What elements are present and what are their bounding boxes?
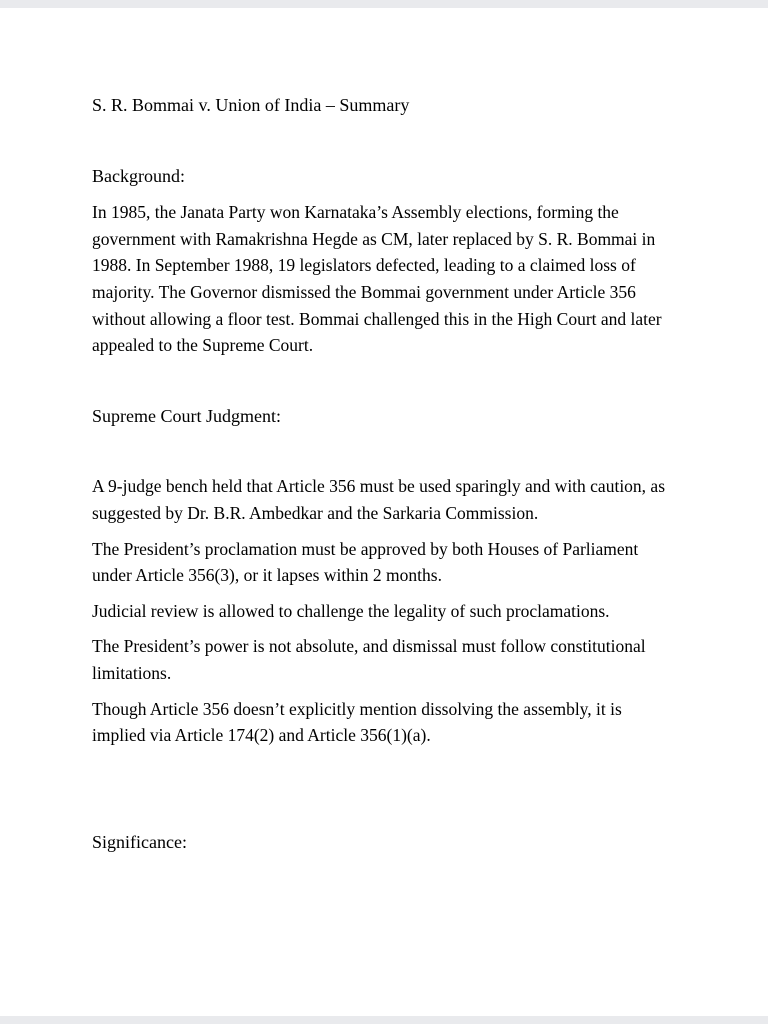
judgment-paragraph: A 9-judge bench held that Article 356 must be used sparingly and with caution, as suggested by Dr. B.R. Ambedkar and the Sarkaria Commission. bbox=[92, 476, 666, 523]
section-heading-judgment: Supreme Court Judgment: bbox=[92, 405, 281, 426]
judgment-paragraph: The President’s power is not absolute, and dismissal must follow constitutional limitations. bbox=[92, 636, 646, 683]
section-heading-significance: Significance: bbox=[92, 831, 187, 852]
judgment-paragraph: The President’s proclamation must be approved by both Houses of Parliament under Article 356(3), or it lapses within 2 months. bbox=[92, 538, 639, 586]
section-heading-background: Background: bbox=[92, 165, 185, 186]
judgment-paragraph: Though Article 356 doesn’t explicitly mention dissolving the assembly, it is implied via Article 174(2) and Article 356(1)(a). bbox=[92, 698, 622, 746]
background-paragraph: In 1985, the Janata Party won Karnataka’s Assembly elections, forming the government with Ramakrishna Hegde as CM, later replaced by S. R. Bommai in 1988. In September 1988, 19 legislators defected, leading to a claimed loss of majority. The Governor dismissed the Bommai government under Article 356 without allowing a floor test. Bommai challenged this in the High Court and later appealed to the Supreme Court. bbox=[92, 202, 662, 356]
document-title: S. R. Bommai v. Union of India – Summary bbox=[92, 95, 410, 115]
document-page bbox=[0, 8, 768, 1016]
judgment-paragraph: Judicial review is allowed to challenge the legality of such proclamations. bbox=[92, 600, 610, 621]
